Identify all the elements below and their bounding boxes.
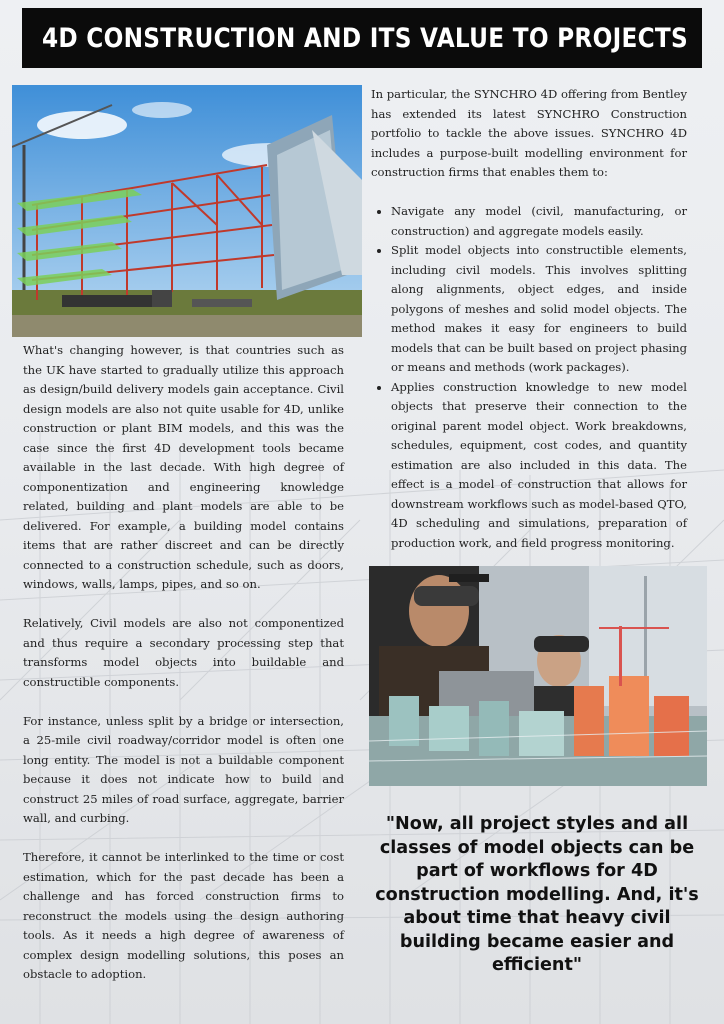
- pull-quote: "Now, all project styles and all classes of model objects can be part of workflows for 4D construction modelling. And, it's about time that heavy civil building became easier and efficient": [375, 814, 699, 975]
- page-title: 4D CONSTRUCTION AND ITS VALUE TO PROJECTS: [42, 22, 688, 54]
- title-banner: [22, 8, 702, 68]
- feature-list: [371, 202, 687, 553]
- intro-paragraph: In particular, the SYNCHRO 4D offering from Bentley has extended its latest SYNCHRO Construction portfolio to tackle the above issues. SYNCHRO 4D includes a purpose-built modelling environment for construction firms that enables them to:: [371, 87, 687, 179]
- left-column: [23, 341, 344, 1004]
- paragraph: Relatively, Civil models are also not componentized and thus require a secondary processing step that transforms model objects into buildable and constructible components.: [23, 616, 344, 689]
- list-item: • Split model objects into constructible elements, including civil models. This involves splitting along alignments, object edges, and inside polygons of meshes and solid model objects. The method makes it easy for engineers to build models that can be built based on project phasing or means and methods (work packages).: [391, 241, 687, 378]
- list-item: • Navigate any model (civil, manufacturing, or construction) and aggregate models easily.: [391, 202, 687, 241]
- hololens-photo: [369, 566, 707, 786]
- right-column: [371, 85, 687, 553]
- paragraph: What's changing however, is that countries such as the UK have started to gradually utilize this approach as design/build delivery models gain acceptance. Civil design models are also not quite usable for 4D, unlike construction or plant BIM models, and this was the case since the first 4D development tools became available in the last decade. With high degree of componentization and engineering knowledge related, building and plant models are able to be delivered. For example, a building model contains items that are rather discreet and can be directly connected to a construction schedule, such as doors, windows, walls, lamps, pipes, and so on.: [23, 343, 344, 591]
- paragraph: For instance, unless split by a bridge or intersection, a 25-mile civil roadway/corridor model is often one long entity. The model is not a buildable component because it does not indicate how to build and construct 25 miles of road surface, aggregate, barrier wall, and curbing.: [23, 713, 344, 825]
- paragraph: Therefore, it cannot be interlinked to the time or cost estimation, which for the past decade has been a challenge and has forced construction firms to reconstruct the models using the design authoring tools. As it needs a high degree of awareness of complex design modelling solutions, this poses an obstacle to adoption.: [23, 850, 344, 981]
- list-item: • Applies construction knowledge to new model objects that preserve their connection to the original parent model object. Work breakdowns, schedules, equipment, cost codes, and quantity estimation are also included in this data. The effect is a model of construction that allows for downstream workflows such as model-based QTO, 4D scheduling and simulations, preparation of production work, and field progress monitoring.: [391, 378, 687, 554]
- building-photo: [12, 85, 362, 337]
